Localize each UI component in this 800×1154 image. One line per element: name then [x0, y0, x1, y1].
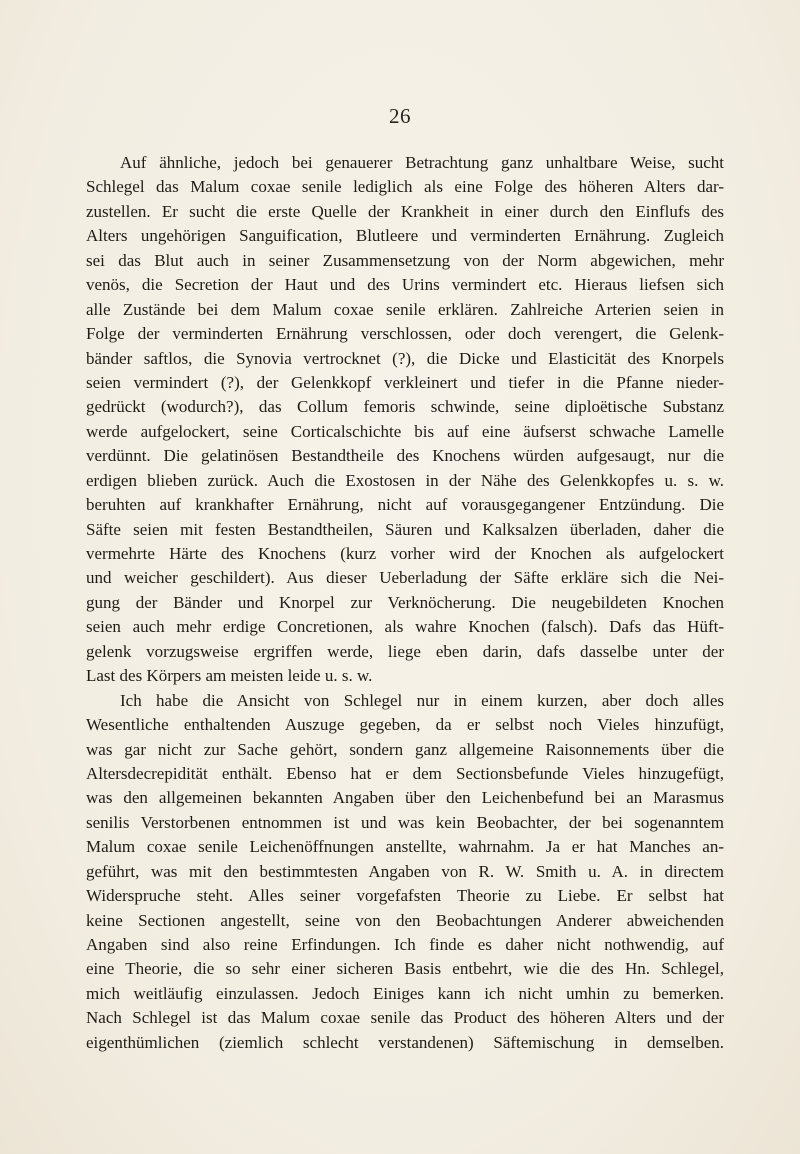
text-line: geführt, was mit den bestimmtesten Angaben von R. W. Smith u. A. in directem [86, 861, 724, 881]
text-line: Wesentliche enthaltenden Auszuge gegeben, da er selbst noch Vieles hinzufügt, [86, 715, 724, 735]
text-line: seien vermindert (?), der Gelenkkopf verkleinert und tiefer in die Pfanne nieder- [86, 372, 724, 392]
text-line: verdünnt. Die gelatinösen Bestandtheile des Knochens würden aufgesaugt, nur die [86, 446, 724, 466]
text-line: Malum coxae senile Leichenöffnungen anstellte, wahrnahm. Ja er hat Manches an- [86, 837, 724, 857]
text-line: vermehrte Härte des Knochens (kurz vorher wird der Knochen als aufgelockert [86, 544, 724, 563]
text-line: gedrückt (wodurch?), das Collum femoris schwinde, seine diploëtische Substanz [86, 397, 724, 417]
text-line: Säfte seien mit festen Bestandtheilen, Säuren und Kalksalzen überladen, daher die [86, 519, 724, 539]
text-line: Widerspruche steht. Alles seiner vorgefafsten Theorie zu Liebe. Er selbst hat [86, 886, 724, 906]
text-line: Altersdecrepidität enthält. Ebenso hat er dem Sectionsbefunde Vieles hinzugefügt, [86, 763, 724, 783]
text-line: Auf ähnliche, jedoch bei genauerer Betrachtung ganz unhaltbare Weise, sucht [120, 153, 724, 172]
text-line: beruhten auf krankhafter Ernährung, nicht auf vorausgegangener Entzündung. Die [86, 495, 724, 515]
text-line: und weicher geschildert). Aus dieser Ueberladung der Säfte erkläre sich die Nei- [86, 568, 724, 588]
text-line: was den allgemeinen bekannten Angaben über den Leichenbefund bei an Marasmus [86, 788, 724, 808]
text-line: gelenk vorzugsweise ergriffen werde, liege eben darin, dafs dasselbe unter der [86, 641, 724, 661]
text-line: Ich habe die Ansicht von Schlegel nur in einem kurzen, aber doch alles [120, 690, 724, 710]
text-line: Nach Schlegel ist das Malum coxae senile das Product des höheren Alters und der [86, 1008, 724, 1028]
text-line: venös, die Secretion der Haut und des Urins vermindert etc. Hieraus liefsen sich [86, 275, 724, 295]
paragraph-2 [86, 689, 724, 1056]
body-text [86, 151, 724, 1055]
text-line: Schlegel das Malum coxae senile lediglich als eine Folge des höheren Alters dar- [86, 177, 724, 197]
text-line: mich weitläufig einzulassen. Jedoch Einiges kann ich nicht umhin zu bemerken. [86, 983, 724, 1003]
text-line: alle Zustände bei dem Malum coxae senile erklären. Zahlreiche Arterien seien in [86, 299, 724, 319]
text-line: bänder saftlos, die Synovia vertrocknet (?), die Dicke und Elasticität des Knorpels [86, 348, 724, 368]
text-line: eigenthümlichen (ziemlich schlecht verstandenen) Säftemischung in demselben. [86, 1032, 724, 1052]
text-line: Folge der verminderten Ernährung verschlossen, oder doch verengert, die Gelenk- [86, 324, 724, 344]
page-number: 26 [389, 104, 411, 128]
text-line: senilis Verstorbenen entnommen ist und was kein Beobachter, der bei sogenanntem [86, 812, 724, 832]
text-line: werde aufgelockert, seine Corticalschichte bis auf eine äufserst schwache Lamelle [86, 421, 724, 441]
text-line: was gar nicht zur Sache gehört, sondern ganz allgemeine Raisonnements über die [86, 739, 724, 759]
text-line: Angaben sind also reine Erfindungen. Ich finde es daher nicht nothwendig, auf [86, 935, 724, 954]
text-line: zustellen. Er sucht die erste Quelle der Krankheit in einer durch den Einflufs des [86, 201, 724, 221]
text-line: seien auch mehr erdige Concretionen, als wahre Knochen (falsch). Dafs das Hüft- [86, 617, 724, 637]
text-line: Alters ungehörigen Sanguification, Blutleere und verminderten Ernährung. Zugleich [86, 226, 724, 246]
text-line: gung der Bänder und Knorpel zur Verknöcherung. Die neugebildeten Knochen [86, 592, 724, 612]
text-line: erdigen blieben zurück. Auch die Exostosen in der Nähe des Gelenkkopfes u. s. w. [86, 470, 724, 490]
text-line: sei das Blut auch in seiner Zusammensetzung von der Norm abgewichen, mehr [86, 250, 724, 270]
text-line: keine Sectionen angestellt, seine von den Beobachtungen Anderer abweichenden [86, 910, 724, 930]
paragraph-1 [86, 151, 724, 689]
text-line-last: Last des Körpers am meisten leide u. s. w. [86, 666, 373, 686]
text-line: eine Theorie, die so sehr einer sicheren Basis entbehrt, wie die des Hn. Schlegel, [86, 959, 724, 979]
